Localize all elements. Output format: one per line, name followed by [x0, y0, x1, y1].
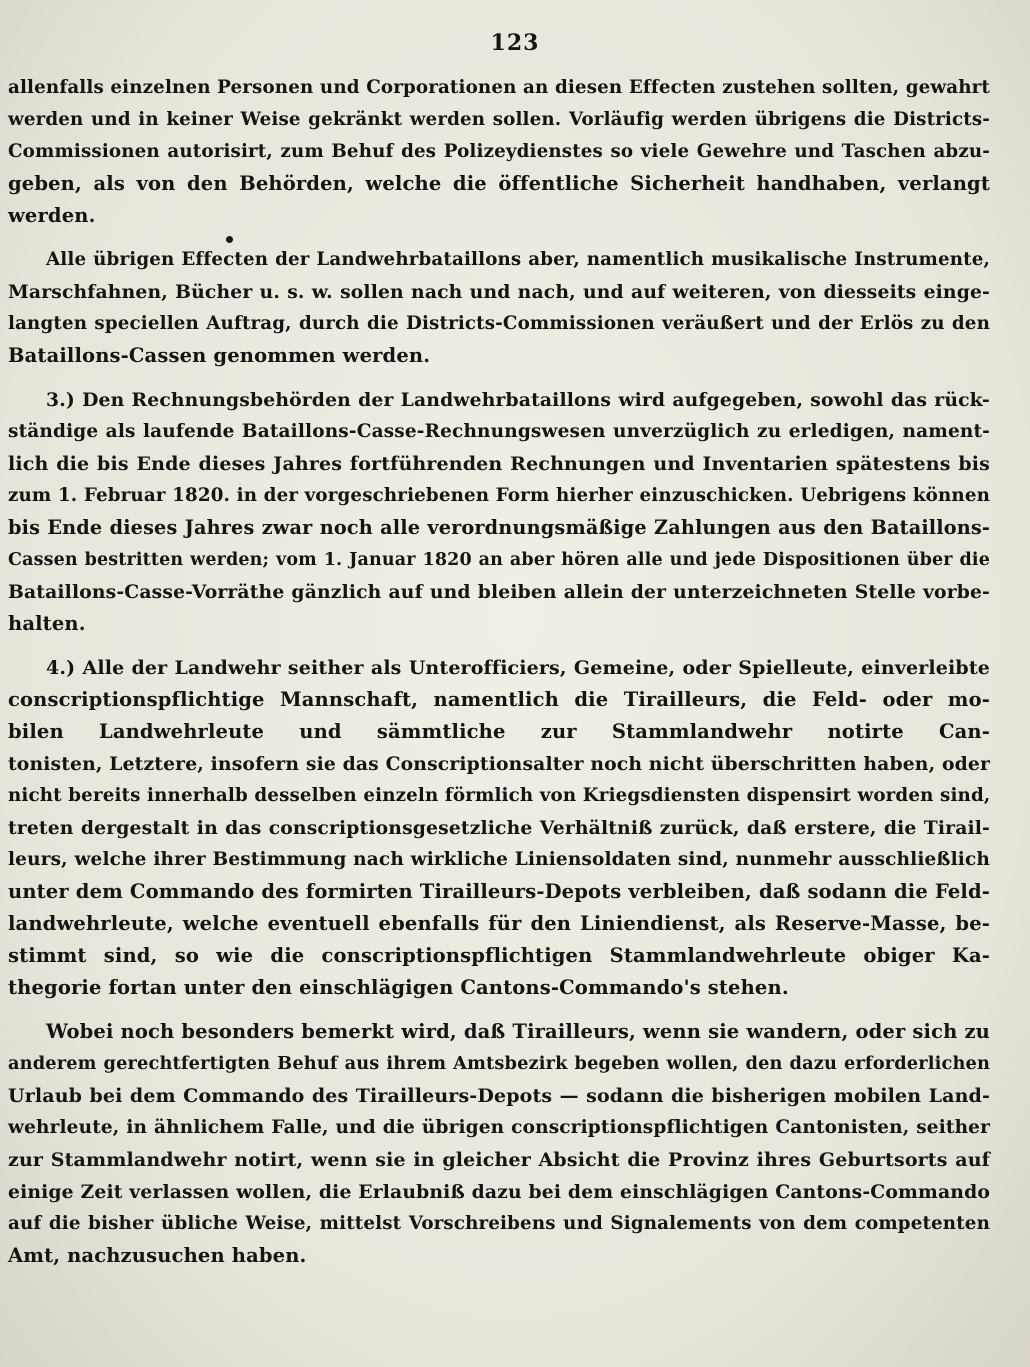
paragraph-gap — [8, 232, 990, 244]
paragraph — [8, 652, 990, 1004]
paragraph-gap — [8, 1004, 990, 1016]
text-line: halten. — [8, 612, 86, 635]
text-line: Alle übrigen Effecten der Landwehrbataillons aber, namentlich musikalische Instrumente, — [46, 249, 990, 270]
text-line: langten speciellen Auftrag, durch die Districts-Commissionen veräußert und der Erlös zu den — [8, 313, 990, 334]
text-line: Amt, nachzusuchen haben. — [8, 1244, 307, 1267]
text-line: Commissionen autorisirt, zum Behuf des Polizeydienstes so viele Gewehre und Taschen abzu- — [8, 141, 990, 162]
text-line: wehrleute, in ähnlichem Falle, und die übrigen conscriptionspflichtigen Cantonisten, seither — [8, 1117, 990, 1138]
body-text — [8, 72, 990, 1272]
text-line: Urlaub bei dem Commando des Tirailleurs-Depots — sodann die bisherigen mobilen Land- — [8, 1085, 990, 1107]
page-number: 123 — [490, 30, 540, 56]
text-line: einige Zeit verlassen wollen, die Erlaubniß dazu bei dem einschlägigen Cantons-Commando — [8, 1181, 990, 1203]
text-line: Wobei noch besonders bemerkt wird, daß Tirailleurs, wenn sie wandern, oder sich zu — [46, 1020, 990, 1043]
text-line: unter dem Commando des formirten Tirailleurs-Depots verbleiben, daß sodann die Feld- — [8, 880, 990, 903]
text-line: zur Stammlandwehr notirt, wenn sie in gleicher Absicht die Provinz ihres Geburtsorts auf — [8, 1149, 990, 1171]
text-line: geben, als von den Behörden, welche die öffentliche Sicherheit handhaben, verlangt — [8, 172, 990, 195]
text-line: werden. — [8, 204, 96, 227]
text-line: bis Ende dieses Jahres zwar noch alle verordnungsmäßige Zahlungen aus den Bataillons- — [8, 516, 990, 539]
text-line: auf die bisher übliche Weise, mittelst Vorschreibens und Signalements von dem competenten — [8, 1213, 990, 1234]
text-line: landwehrleute, welche eventuell ebenfalls für den Liniendienst, als Reserve-Masse, be- — [8, 912, 990, 935]
paragraph — [8, 72, 990, 232]
text-line: zum 1. Februar 1820. in der vorgeschriebenen Form hierher einzuschicken. Uebrigens können — [8, 485, 990, 506]
paragraph — [8, 244, 990, 372]
text-line: stimmt sind, so wie die conscriptionspflichtigen Stammlandwehrleute obiger Ka- — [8, 944, 990, 967]
text-line: allenfalls einzelnen Personen und Corporationen an diesen Effecten zustehen sollten, gewahrt — [8, 77, 990, 98]
paragraph-gap — [8, 640, 990, 652]
text-line: werden und in keiner Weise gekränkt werden sollen. Vorläufig werden übrigens die Districts- — [8, 109, 990, 130]
text-line: lich die bis Ende dieses Jahres fortführenden Rechnungen und Inventarien spätestens bis — [8, 453, 990, 475]
text-line: anderem gerechtfertigten Behuf aus ihrem Amtsbezirk begeben wollen, den dazu erforderlichen — [8, 1053, 990, 1074]
text-line: Marschfahnen, Bücher u. s. w. sollen nach und nach, und auf weiteren, von diesseits einge- — [8, 281, 990, 303]
text-line: Bataillons-Cassen genommen werden. — [8, 344, 431, 367]
paragraph-gap — [8, 372, 990, 384]
text-line: tonisten, Letztere, insofern sie das Conscriptionsalter noch nicht überschritten haben, oder — [8, 753, 990, 775]
text-line: 3.) Den Rechnungsbehörden der Landwehrbataillons wird aufgegeben, sowohl das rück- — [46, 389, 990, 411]
text-line: treten dergestalt in das conscriptionsgesetzliche Verhältniß zurück, daß erstere, die Tirail- — [8, 817, 990, 839]
paragraph — [8, 384, 990, 640]
text-line: Cassen bestritten werden; vom 1. Januar 1820 an aber hören alle und jede Dispositionen über die — [8, 550, 990, 570]
text-line: bilen Landwehrleute und sämmtliche zur Stammlandwehr notirte Can- — [8, 720, 990, 743]
text-line: nicht bereits innerhalb desselben einzeln förmlich von Kriegsdiensten dispensirt worden sind, — [8, 785, 991, 806]
text-line: thegorie fortan unter den einschlägigen Cantons-Commando's stehen. — [8, 976, 789, 999]
text-line: conscriptionspflichtige Mannschaft, namentlich die Tirailleurs, die Feld- oder mo- — [8, 688, 990, 711]
text-line: 4.) Alle der Landwehr seither als Unterofficiers, Gemeine, oder Spielleute, einverleibte — [46, 657, 990, 679]
text-line: Bataillons-Casse-Vorräthe gänzlich auf und bleiben allein der unterzeichneten Stelle vorbe- — [8, 581, 990, 603]
text-line: ständige als laufende Bataillons-Casse-Rechnungswesen unverzüglich zu erledigen, nament- — [8, 421, 990, 442]
text-line: leurs, welche ihrer Bestimmung nach wirkliche Liniensoldaten sind, nunmehr ausschließlich — [8, 849, 990, 870]
paragraph — [8, 1016, 990, 1272]
